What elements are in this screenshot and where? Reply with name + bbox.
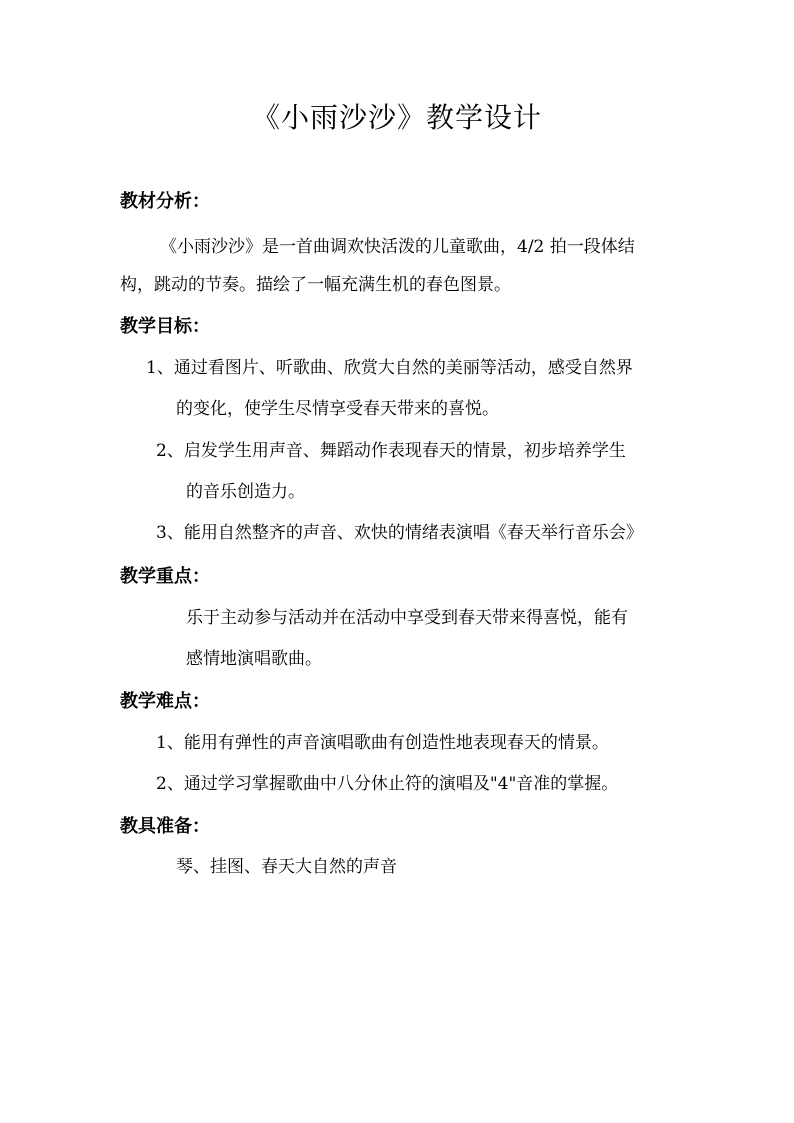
section-heading-objectives: 教学目标： [120,316,210,337]
objectives-line-5: 3、能用自然整齐的声音、欢快的情绪表演唱《春天举行音乐会》 [156,523,643,543]
section-heading-materials-prep: 教具准备： [120,816,210,837]
difficulties-line-2: 2、通过学习掌握歌曲中八分休止符的演唱及"4"音准的掌握。 [156,774,619,794]
objectives-line-4: 的音乐创造力。 [186,482,305,502]
materials-line-1: 《小雨沙沙》是一首曲调欢快活泼的儿童歌曲，4/2 拍一段体结 [160,237,635,257]
materials-line-2: 构，跳动的节奏。描绘了一幅充满生机的春色图景。 [120,275,511,295]
key-points-line-1: 乐于主动参与活动并在活动中享受到春天带来得喜悦，能有 [186,608,628,628]
section-heading-materials: 教材分析： [120,191,210,212]
materials-prep-line-1: 琴、挂图、春天大自然的声音 [176,857,397,877]
objectives-line-3: 2、启发学生用声音、舞蹈动作表现春天的情景，初步培养学生 [156,441,626,461]
key-points-line-2: 感情地演唱歌曲。 [186,649,322,669]
difficulties-line-1: 1、能用有弹性的声音演唱歌曲有创造性地表现春天的情景。 [156,733,609,753]
section-heading-difficulties: 教学难点： [120,691,210,712]
objectives-line-1: 1、通过看图片、听歌曲、欣赏大自然的美丽等活动，感受自然界 [146,358,633,378]
document-title: 《小雨沙沙》教学设计 [251,101,542,134]
objectives-line-2: 的变化，使学生尽情享受春天带来的喜悦。 [176,399,499,419]
section-heading-key-points: 教学重点： [120,566,210,587]
